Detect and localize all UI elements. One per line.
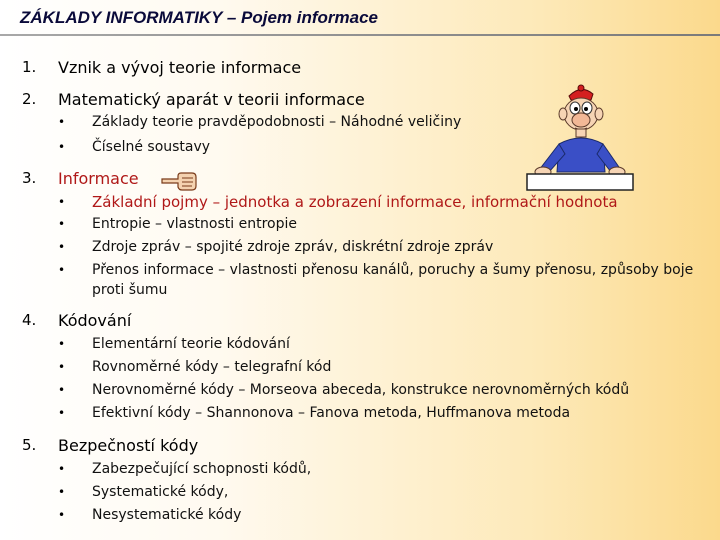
list-item: Přenos informace – vlastnosti přenosu kanálů, poruchy a šumy přenosu, způsoby boje proti šumu [92, 262, 694, 298]
bullet: • [58, 217, 66, 231]
list-item: Elementární teorie kódování [92, 336, 290, 352]
section-title: Matematický aparát v teorii informace [58, 90, 365, 109]
section-title: Vznik a vývoj teorie informace [58, 58, 302, 77]
list-item: Zabezpečující schopnosti kódů, [92, 461, 312, 477]
list-item: Číselné soustavy [92, 139, 211, 155]
list-item: Efektivní kódy – Shannonova – Fanova metoda, Huffmanova metoda [92, 405, 571, 421]
section-number: 2. [22, 90, 37, 108]
list-item: Nerovnoměrné kódy – Morseova abeceda, konstrukce nerovnoměrných kódů [92, 382, 630, 398]
section-number: 3. [22, 169, 37, 187]
bullet: • [58, 485, 66, 499]
bullet: • [58, 115, 66, 129]
pointing-hand-icon [160, 170, 200, 192]
list-item: Entropie – vlastnosti entropie [92, 216, 297, 232]
list-item: Zdroje zpráv – spojité zdroje zpráv, diskrétní zdroje zpráv [92, 239, 494, 255]
bullet: • [58, 240, 66, 254]
section-number: 5. [22, 436, 37, 454]
bullet: • [58, 360, 66, 374]
list-item: Základní pojmy – jednotka a zobrazení informace, informační hodnota [92, 193, 618, 211]
bullet: • [58, 462, 66, 476]
section-number: 1. [22, 58, 37, 76]
section-number: 4. [22, 311, 37, 329]
section-title: Informace [58, 169, 139, 188]
list-item: Nesystematické kódy [92, 507, 242, 523]
list-item: Rovnoměrné kódy – telegrafní kód [92, 359, 332, 375]
slide-title: ZÁKLADY INFORMATIKY – Pojem informace [20, 8, 378, 27]
list-item: Systematické kódy, [92, 484, 229, 500]
title-divider [0, 34, 720, 36]
section-title: Kódování [58, 311, 132, 330]
bullet: • [58, 337, 66, 351]
bullet: • [58, 406, 66, 420]
bullet: • [58, 508, 66, 522]
list-item: Základy teorie pravděpodobnosti – Náhodné veličiny [92, 114, 462, 130]
bullet: • [58, 140, 66, 154]
section-title: Bezpečností kódy [58, 436, 199, 455]
cartoon-man-peeking-icon [525, 82, 635, 194]
bullet: • [58, 263, 66, 277]
bullet: • [58, 195, 66, 209]
bullet: • [58, 383, 66, 397]
